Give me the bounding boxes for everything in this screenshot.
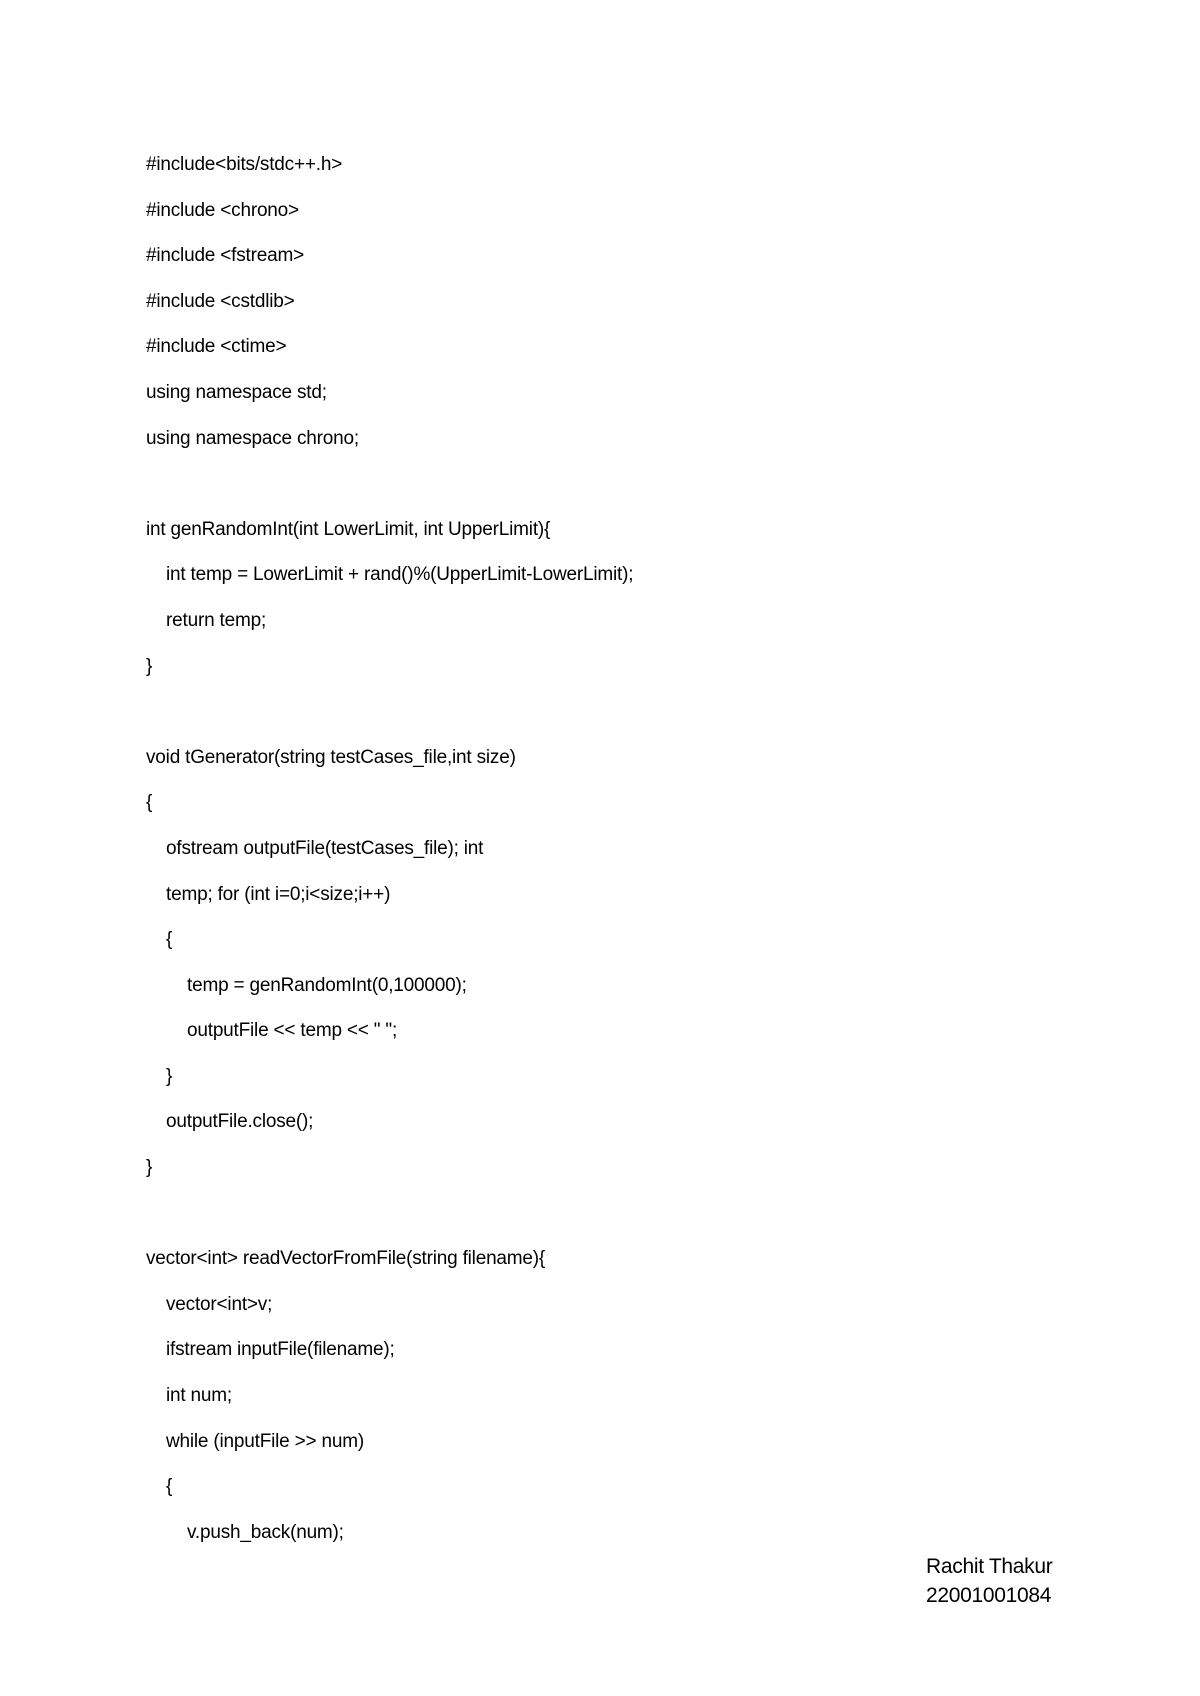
code-line: v.push_back(num); — [187, 1521, 344, 1543]
code-line: while (inputFile >> num) — [166, 1430, 364, 1452]
code-line: #include <fstream> — [146, 245, 304, 267]
code-line: using namespace chrono; — [146, 427, 359, 449]
code-block — [146, 142, 1046, 1555]
code-line: #include<bits/stdc++.h> — [146, 154, 343, 175]
code-line: vector<int> readVectorFromFile(string filename){ — [146, 1248, 546, 1270]
code-line: } — [146, 1157, 153, 1179]
code-line: int temp = LowerLimit + rand()%(UpperLimit-LowerLimit); — [166, 564, 634, 586]
code-line: #include <chrono> — [146, 199, 299, 221]
code-line: { — [146, 792, 153, 814]
code-line: { — [166, 1476, 173, 1498]
code-line: } — [166, 1065, 173, 1087]
code-line — [146, 689, 1046, 735]
code-line: ofstream outputFile(testCases_file); int — [166, 837, 484, 859]
code-line: vector<int>v; — [166, 1293, 273, 1315]
code-line: #include <cstdlib> — [146, 290, 295, 312]
code-line: } — [146, 655, 153, 677]
code-line: void tGenerator(string testCases_file,int size) — [146, 746, 516, 768]
author-footer — [926, 1552, 1052, 1610]
code-line: temp = genRandomInt(0,100000); — [187, 974, 467, 996]
code-line — [146, 461, 1046, 507]
code-line: using namespace std; — [146, 381, 327, 403]
author-name: Rachit Thakur — [926, 1555, 1053, 1578]
code-line: { — [166, 929, 173, 951]
code-line: ifstream inputFile(filename); — [166, 1339, 395, 1361]
code-line: temp; for (int i=0;i<size;i++) — [166, 883, 391, 905]
code-line: #include <ctime> — [146, 336, 287, 358]
code-line: return temp; — [166, 609, 267, 631]
code-line: int genRandomInt(int LowerLimit, int UpperLimit){ — [146, 518, 551, 540]
code-line: int num; — [166, 1385, 232, 1407]
author-id: 22001001084 — [926, 1584, 1052, 1607]
code-line — [146, 1191, 1046, 1237]
code-line: outputFile.close(); — [166, 1111, 314, 1133]
code-line: outputFile << temp << " "; — [187, 1020, 398, 1042]
